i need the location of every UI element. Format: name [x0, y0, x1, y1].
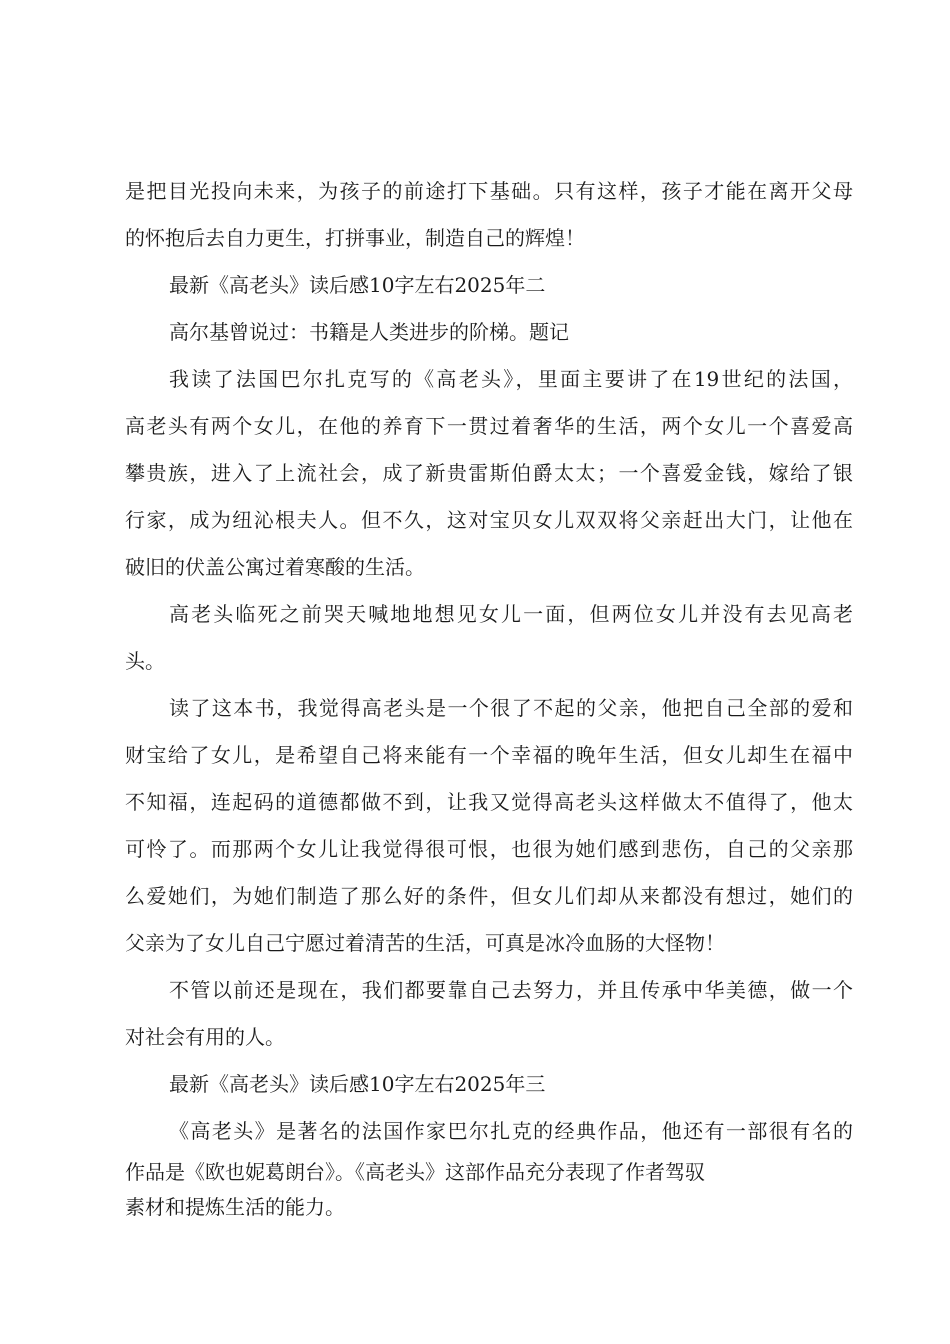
text-line: 头。	[125, 649, 165, 673]
epigraph: 高尔基曾说过：书籍是人类进步的阶梯。题记	[169, 320, 569, 344]
text-line: 《高老头》是著名的法国作家巴尔扎克的经典作品，他还有一部很有名的	[169, 1119, 853, 1143]
text-line: 父亲为了女儿自己宁愿过着清苦的生活，可真是冰冷血肠的大怪物！	[125, 931, 725, 955]
text-line: 对社会有用的人。	[125, 1025, 285, 1049]
text-line: 高老头临死之前哭天喊地地想见女儿一面，但两位女儿并没有去见高老	[169, 602, 853, 626]
text-line: 我读了法国巴尔扎克写的《高老头》，里面主要讲了在19世纪的法国，	[169, 367, 853, 391]
text-line: 的怀抱后去自力更生，打拼事业，制造自己的辉煌！	[125, 226, 585, 250]
text-line: 行家，成为纽沁根夫人。但不久，这对宝贝女儿双双将父亲赶出大门，让他在	[125, 508, 853, 532]
text-line: 读了这本书，我觉得高老头是一个很了不起的父亲，他把自己全部的爱和	[169, 696, 853, 720]
text-line: 攀贵族，进入了上流社会，成了新贵雷斯伯爵太太；一个喜爱金钱，嫁给了银	[125, 461, 853, 485]
document-page	[125, 168, 853, 1225]
text-line: 破旧的伏盖公寓过着寒酸的生活。	[125, 555, 425, 579]
section-heading: 最新《高老头》读后感10字左右2025年二	[169, 273, 546, 297]
text-line: 是把目光投向未来，为孩子的前途打下基础。只有这样，孩子才能在离开父母	[125, 179, 853, 203]
text-line: 不管以前还是现在，我们都要靠自己去努力，并且传承中华美德，做一个	[169, 978, 853, 1002]
section-heading: 最新《高老头》读后感10字左右2025年三	[169, 1072, 546, 1096]
text-line: 高老头有两个女儿，在他的养育下一贯过着奢华的生活，两个女儿一个喜爱高	[125, 414, 853, 438]
text-line: 作品是《欧也妮葛朗台》。《高老头》这部作品充分表现了作者驾驭	[125, 1160, 705, 1184]
text-line: 不知福，连起码的道德都做不到，让我又觉得高老头这样做太不值得了，他太	[125, 790, 853, 814]
text-line: 么爱她们，为她们制造了那么好的条件，但女儿们却从来都没有想过，她们的	[125, 884, 853, 908]
text-line: 财宝给了女儿，是希望自己将来能有一个幸福的晚年生活，但女儿却生在福中	[125, 743, 853, 767]
text-line: 可怜了。而那两个女儿让我觉得很可恨，也很为她们感到悲伤，自己的父亲那	[125, 837, 853, 861]
text-line: 素材和提炼生活的能力。	[125, 1195, 345, 1219]
